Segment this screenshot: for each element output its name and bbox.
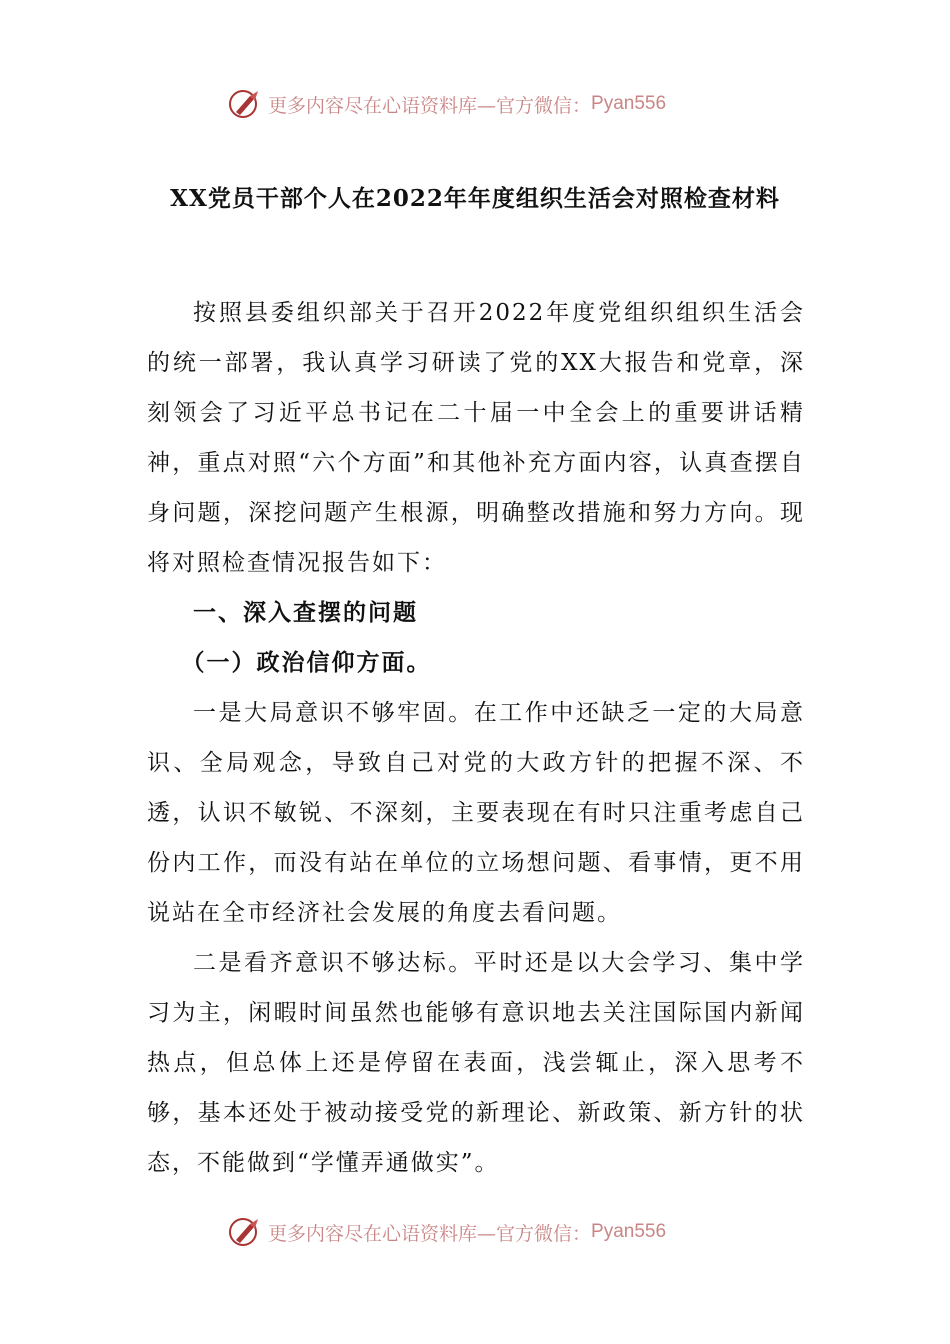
document-title: XX党员干部个人在2022年年度组织生活会对照检查材料: [170, 185, 780, 212]
footer-banner: [228, 1212, 748, 1252]
intro-paragraph: 按照县委组织部关于召开2022年度党组织组织生活会的统一部署，我认真学习研读了党的XX大报告和党章，深刻领会了习近平总书记在二十届一中全会上的重要讲话精神，重点对照“六个方面”和其他补充方面内容，认真查摆自身问题，深挖问题产生根源，明确整改措施和努力方向。现将对照检查情况报告如下：: [147, 300, 805, 576]
pen-nib-circle-icon: [228, 1215, 262, 1249]
banner-text: 更多内容尽在心语资料库—官方微信：: [268, 1222, 592, 1245]
document-body: [147, 288, 805, 1188]
section-heading: 一、深入查摆的问题: [193, 600, 418, 626]
body-paragraph: 二是看齐意识不够达标。平时还是以大会学习、集中学习为主，闲暇时间虽然也能够有意识地去关注国际国内新闻热点，但总体上还是停留在表面，浅尝辄止，深入思考不够，基本还处于被动接受党的新理论、新政策、新方针的状态，不能做到“学懂弄通做实”。: [147, 950, 805, 1176]
wechat-id: Pyan556: [591, 1221, 667, 1242]
banner-text: 更多内容尽在心语资料库—官方微信：: [268, 94, 592, 117]
subsection-heading: （一）政治信仰方面。: [181, 650, 432, 676]
header-banner: [228, 84, 748, 124]
wechat-id: Pyan556: [591, 93, 667, 114]
body-paragraph: 一是大局意识不够牢固。在工作中还缺乏一定的大局意识、全局观念，导致自己对党的大政方针的把握不深、不透，认识不敏锐、不深刻，主要表现在有时只注重考虑自己份内工作，而没有站在单位的立场想问题、看事情，更不用说站在全市经济社会发展的角度去看问题。: [147, 700, 805, 926]
pen-nib-circle-icon: [228, 87, 262, 121]
